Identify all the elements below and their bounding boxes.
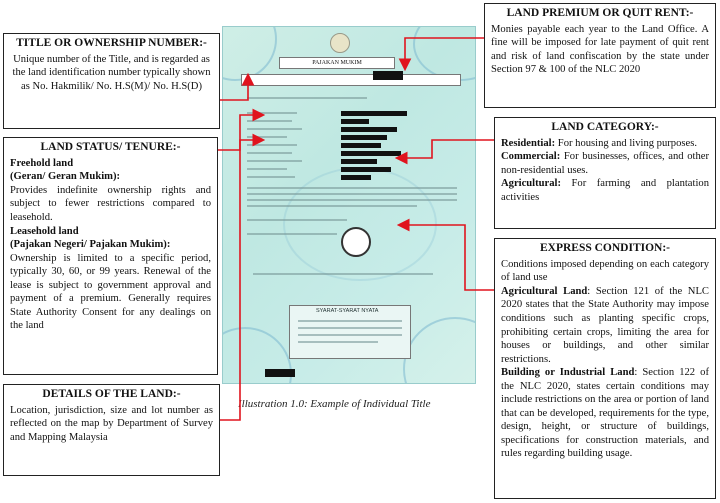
freehold-text: Provides indefinite ownership rights and subject to fewer restrictions compared to leasehold.: [10, 184, 211, 223]
agricultural-condition-label: Agricultural Land: [501, 285, 588, 297]
quit-rent-text: Monies payable each year to the Land Office. A fine will be imposed for late payment of quit rent and risk of land confiscation by the state under Section 97 & 100 of the NLC 2020: [491, 23, 709, 76]
building-condition-text: : Section 122 of the NLC 2020, states certain conditions may include restrictions on the area or portion of land that can be developed, requirements for the type, design, height, or structure of buildings, specifications for construction materials, and rules regarding building usage.: [501, 367, 709, 460]
land-details-arrow: [220, 140, 262, 420]
land-details-text: Location, jurisdiction, size and lot number as reflected on the map by Department of Survey and Mapping Malaysia: [10, 404, 213, 443]
land-category-arrow: [398, 140, 494, 158]
leasehold-text: Ownership is limited to a specific period, typically 30, 60, or 99 years. Renewal of the lease is subject to government approval and payment of a premium. Generally requires State Authority Consent for any dealings on the land: [10, 252, 211, 332]
express-condition-intro: Conditions imposed depending on each category of land use: [501, 258, 709, 284]
express-condition-heading: EXPRESS CONDITION:-: [539, 242, 671, 254]
figure-caption: Illustration 1.0: Example of Individual Title: [238, 398, 431, 410]
quit-rent-arrow: [405, 38, 484, 68]
title-number-arrow: [220, 76, 248, 100]
building-condition-label: Building or Industrial Land: [501, 367, 635, 379]
freehold-title: Freehold land: [10, 157, 74, 169]
residential-label: Residential:: [501, 137, 556, 149]
leasehold-title: Leasehold land: [10, 225, 79, 237]
residential-text: For housing and living purposes.: [555, 137, 697, 149]
conditions-heading: SYARAT-SYARAT NYATA: [316, 308, 379, 314]
agricultural-text: For farming and plantation activities: [501, 178, 709, 203]
document-title: PAJAKAN MUKIM: [279, 57, 395, 69]
land-category-heading: LAND CATEGORY:-: [551, 121, 659, 133]
title-number-heading: TITLE OR OWNERSHIP NUMBER:-: [16, 37, 207, 49]
land-details-heading: DETAILS OF THE LAND:-: [42, 388, 181, 400]
leasehold-subtitle: (Pajakan Negeri/ Pajakan Mukim):: [10, 239, 171, 251]
agricultural-label: Agricultural:: [501, 178, 562, 190]
freehold-subtitle: (Geran/ Geran Mukim):: [10, 171, 121, 183]
agricultural-condition-text: : Section 121 of the NLC 2020 states that the State Authority may impose conditions such as planting specific crops, prohibiting certain crops, limiting the area for houses or buildings, and other similar restrictions.: [501, 285, 709, 365]
land-status-heading: LAND STATUS/ TENURE:-: [40, 141, 181, 153]
title-number-text: Unique number of the Title, and is regarded as the land identification number typically shown as No. Hakmilik/ No. H.S(M)/ No. H.S(D): [12, 53, 211, 92]
commercial-text: For businesses, offices, and other non-residential uses.: [501, 151, 709, 176]
express-condition-arrow: [400, 225, 494, 290]
quit-rent-heading: LAND PREMIUM OR QUIT RENT:-: [506, 7, 694, 19]
commercial-label: Commercial:: [501, 151, 561, 163]
